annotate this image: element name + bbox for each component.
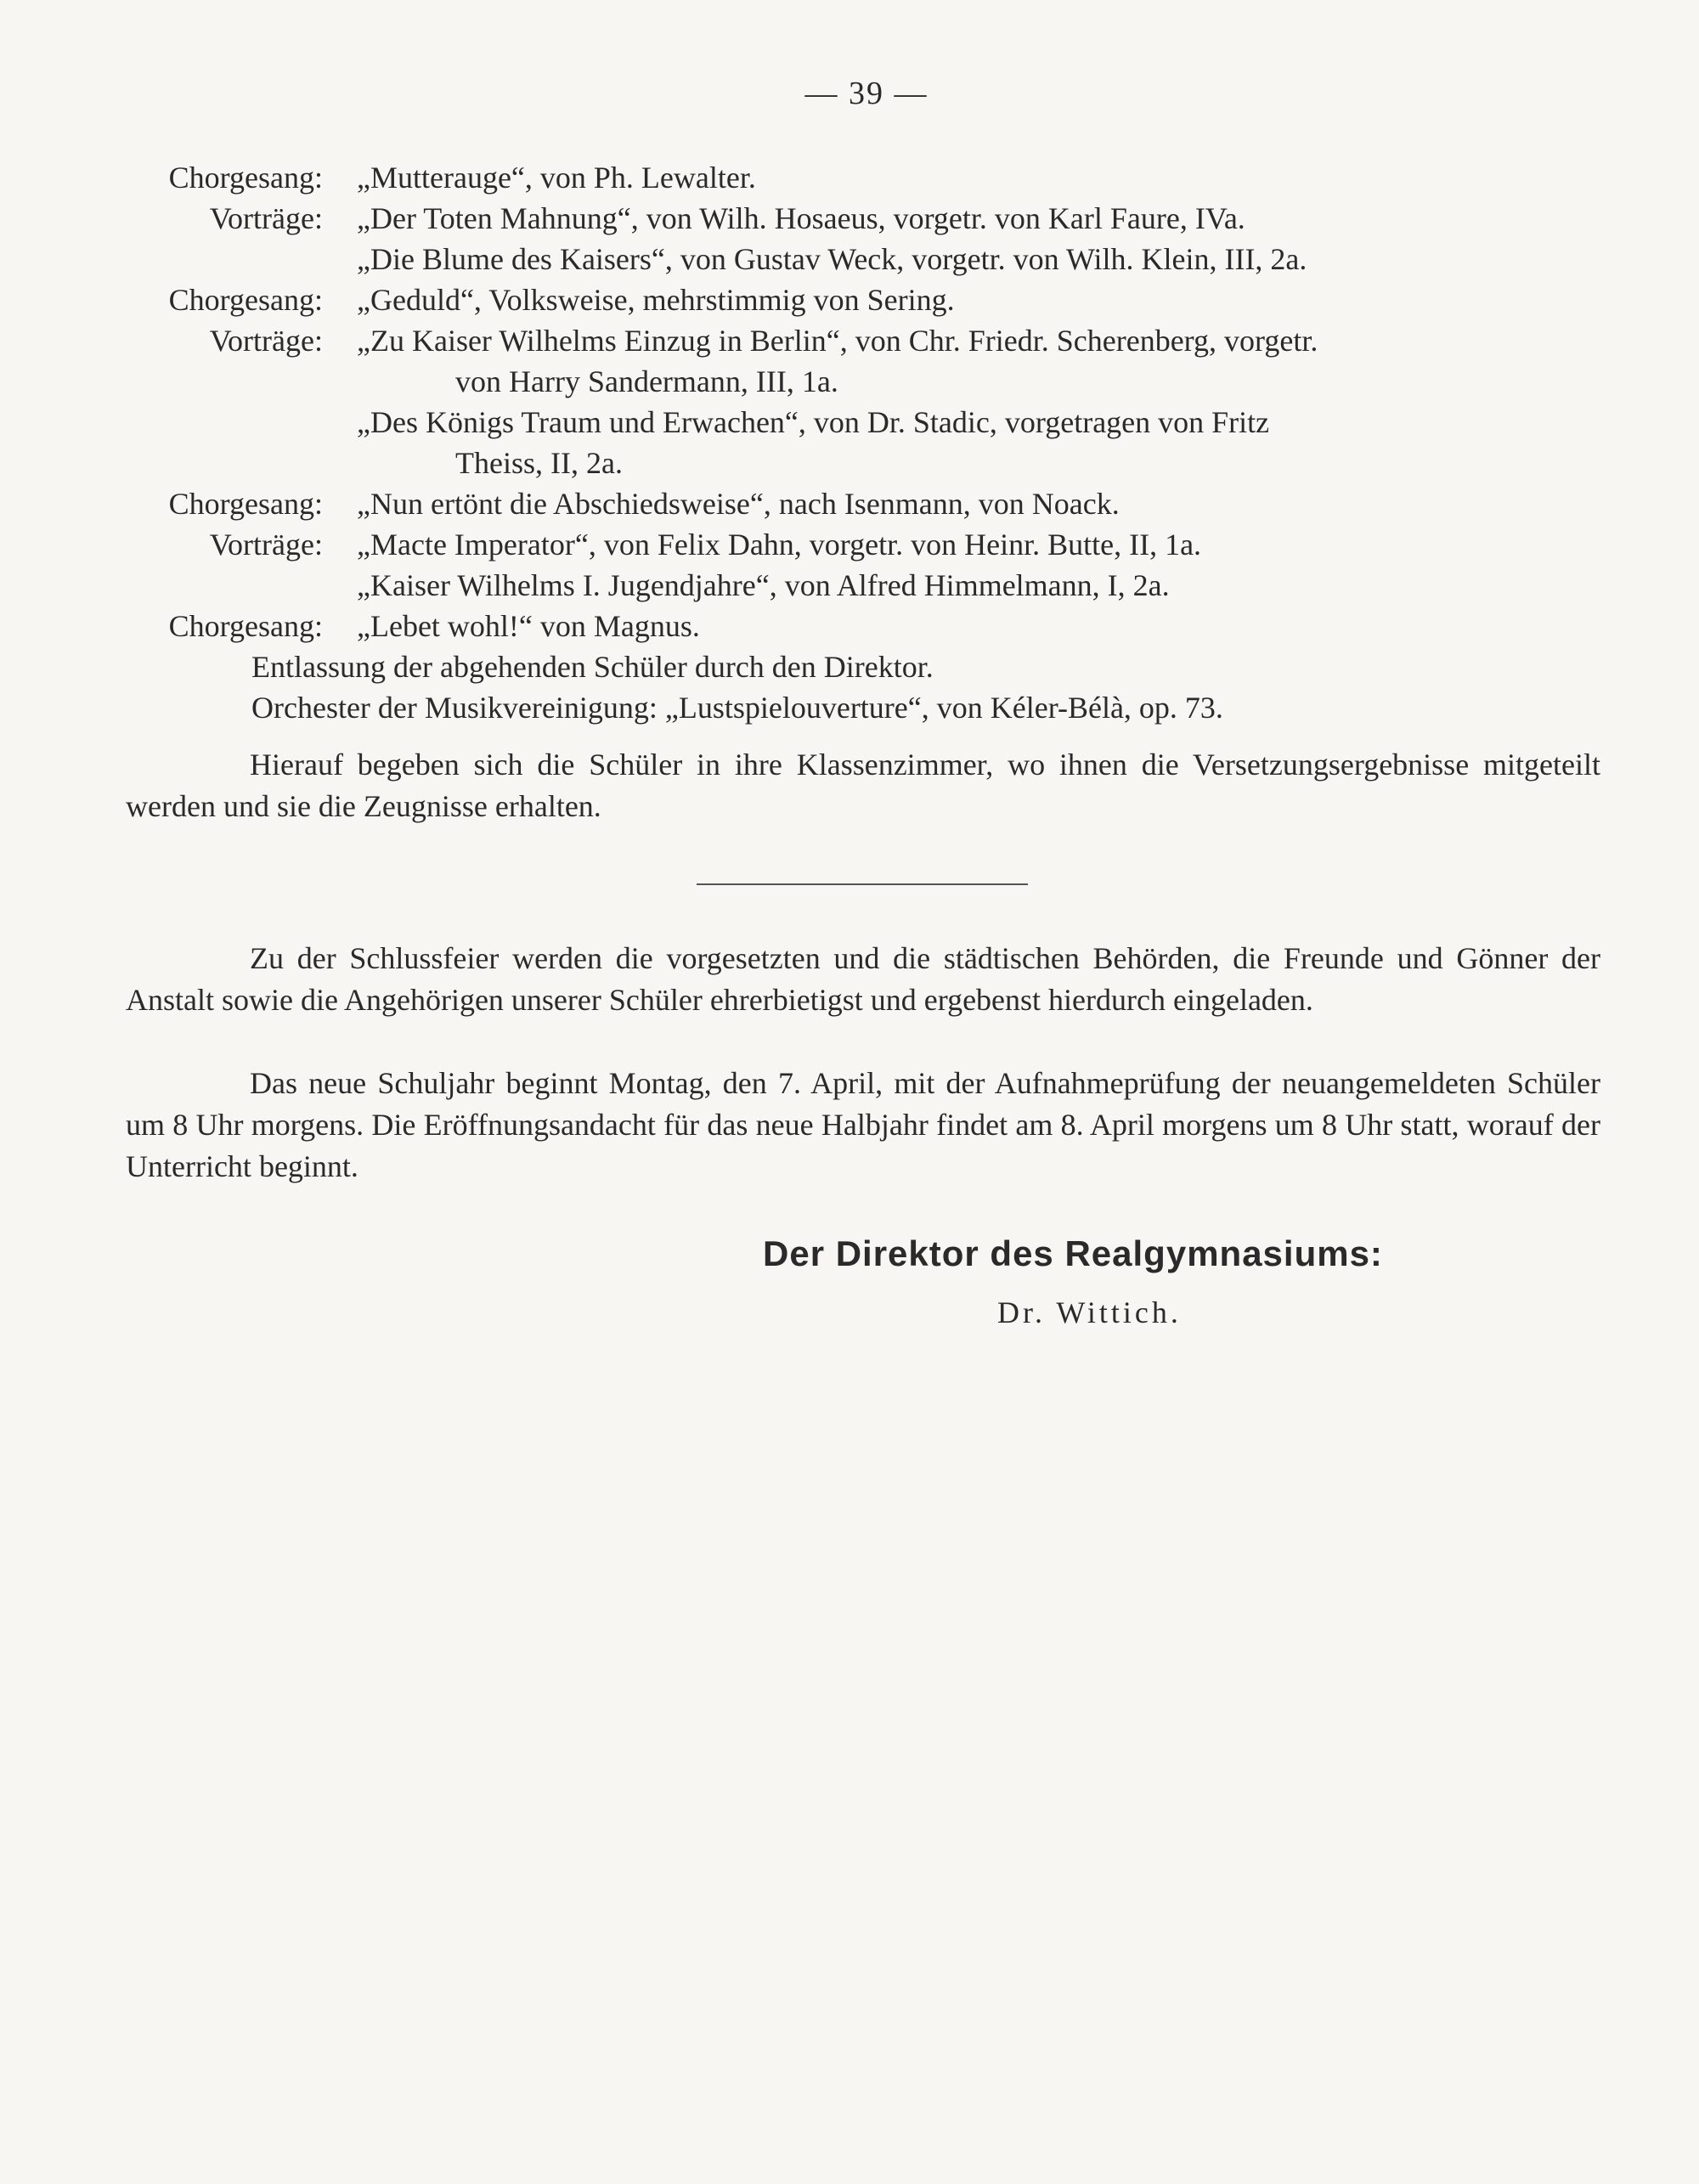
- program-row: [0, 608, 1699, 649]
- program-row: [0, 486, 1699, 527]
- program-row: [0, 567, 1699, 608]
- program-text: „Der Toten Mahnung“, von Wilh. Hosaeus, vorgetr. von Karl Faure, IVa.: [357, 201, 1245, 235]
- program-label: Vorträge:: [209, 324, 323, 358]
- program-label: Chorgesang:: [168, 283, 323, 317]
- program-label: Chorgesang:: [168, 161, 323, 195]
- program-text: „Lebet wohl!“ von Magnus.: [357, 609, 700, 643]
- program-row: [0, 364, 1699, 404]
- program-text: von Harry Sandermann, III, 1a.: [455, 364, 838, 398]
- section-divider: [697, 883, 1028, 885]
- page-number: — 39 —: [804, 76, 929, 111]
- program-text: „Nun ertönt die Abschiedsweise“, nach Isenmann, von Noack.: [357, 487, 1120, 521]
- program-label: Chorgesang:: [168, 609, 323, 643]
- program-row: [0, 200, 1699, 241]
- program-label: Vorträge:: [209, 201, 323, 235]
- program-label: Chorgesang:: [168, 487, 323, 521]
- paragraph-new-year: Das neue Schuljahr beginnt Montag, den 7. April, mit der Aufnahmeprüfung der neuangemeldeten Schüler um 8 Uhr morgens. Die Eröffnungsandacht für das neue Halbjahr findet am 8. April morgens um 8 Uhr statt, worauf der Unterricht beginnt.: [126, 1066, 1600, 1183]
- program-row: [0, 404, 1699, 445]
- program-row: [0, 649, 1699, 690]
- program-list: [0, 160, 1699, 731]
- program-text: „Kaiser Wilhelms I. Jugendjahre“, von Alfred Himmelmann, I, 2a.: [357, 568, 1170, 602]
- program-text: „Zu Kaiser Wilhelms Einzug in Berlin“, von Chr. Friedr. Scherenberg, vorgetr.: [357, 324, 1318, 358]
- program-row: [0, 323, 1699, 364]
- program-row: [0, 282, 1699, 323]
- program-row: [0, 445, 1699, 486]
- program-row: [0, 527, 1699, 567]
- program-text: „Des Königs Traum und Erwachen“, von Dr. Stadic, vorgetragen von Fritz: [357, 405, 1270, 439]
- program-tail-text: Orchester der Musikvereinigung: „Lustspielouverture“, von Kéler-Bélà, op. 73.: [251, 691, 1223, 725]
- paragraph-invitation: Zu der Schlussfeier werden die vorgesetzten und die städtischen Behörden, die Freunde und Gönner der Anstalt sowie die Angehörigen unserer Schüler ehrerbietigst und ergebenst hierdurch eingeladen.: [126, 941, 1600, 1017]
- signature-title: Der Direktor des Realgymnasiums:: [763, 1233, 1383, 1273]
- program-text: „Mutterauge“, von Ph. Lewalter.: [357, 161, 756, 195]
- program-text: „Geduld“, Volksweise, mehrstimmig von Sering.: [357, 283, 955, 317]
- program-text: Theiss, II, 2a.: [455, 446, 623, 480]
- signature-name: Dr. Wittich.: [997, 1295, 1182, 1329]
- program-text: „Die Blume des Kaisers“, von Gustav Weck, vorgetr. von Wilh. Klein, III, 2a.: [357, 242, 1307, 276]
- paragraph-dismissal: Hierauf begeben sich die Schüler in ihre Klassenzimmer, wo ihnen die Versetzungsergebnisse mitgeteilt werden und sie die Zeugnisse erhalten.: [126, 748, 1600, 823]
- program-text: „Macte Imperator“, von Felix Dahn, vorgetr. von Heinr. Butte, II, 1a.: [357, 528, 1202, 562]
- program-row: [0, 690, 1699, 731]
- program-tail-text: Entlassung der abgehenden Schüler durch den Direktor.: [251, 650, 934, 684]
- program-row: [0, 160, 1699, 200]
- program-row: [0, 241, 1699, 282]
- program-label: Vorträge:: [209, 528, 323, 562]
